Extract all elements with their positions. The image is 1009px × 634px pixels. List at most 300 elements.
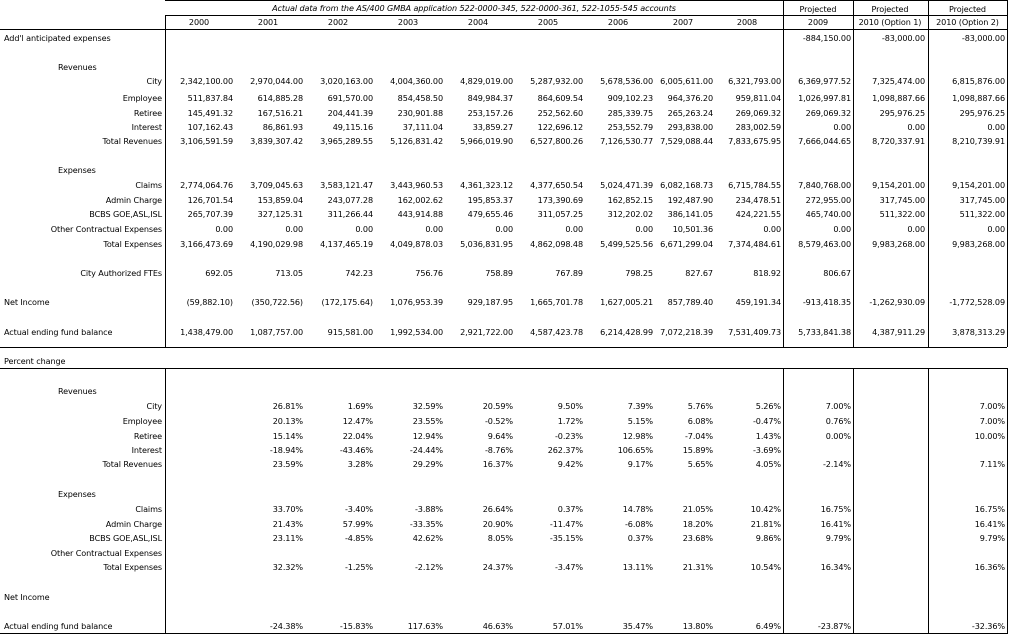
value-net_income: 459,191.34: [735, 297, 781, 307]
pct-bcbs: [153, 533, 233, 543]
value-ftes: 713.05: [275, 268, 303, 278]
pct-total_expenses: 16.36%: [974, 562, 1005, 572]
row-label-city: City: [146, 401, 162, 411]
value-admin: 272,955.00: [805, 195, 851, 205]
pct-ending: 35.47%: [622, 621, 653, 631]
value-admin: 126,701.54: [187, 195, 233, 205]
value-ending: 4,587,423.78: [530, 327, 583, 337]
row-label-addl: Add'l anticipated expenses: [4, 33, 111, 43]
pct-city: 7.00%: [825, 401, 851, 411]
row-label-interest: Interest: [131, 122, 162, 132]
value-admin: 317,745.00: [879, 195, 925, 205]
pct-bcbs: -35.15%: [549, 533, 583, 543]
value-addl: [153, 33, 233, 43]
pct-interest: -43.46%: [339, 445, 373, 455]
pct-admin: 57.99%: [342, 519, 373, 529]
value-ftes: [925, 268, 1005, 278]
pct-ending: -24.38%: [269, 621, 303, 631]
value-interest: 49,115.16: [332, 122, 373, 132]
row-label-retiree: Retiree: [133, 431, 162, 441]
pct-other: [293, 548, 373, 558]
value-net_income: 857,789.40: [667, 297, 713, 307]
value-total_revenues: 7,666,044.65: [798, 136, 851, 146]
value-other: 10,501.36: [672, 224, 713, 234]
pct-city: [153, 401, 233, 411]
value-city: 6,005,611.00: [660, 76, 713, 86]
pct-ending: [153, 621, 233, 631]
value-city: 6,321,793.00: [728, 76, 781, 86]
pct-interest: [153, 445, 233, 455]
value-employee: 964,376.20: [667, 93, 713, 103]
value-net_income: -1,262,930.09: [869, 297, 925, 307]
value-interest: 37,111.04: [402, 122, 443, 132]
pct-bcbs: 23.68%: [682, 533, 713, 543]
value-other: 0.00: [285, 224, 303, 234]
value-total_expenses: 9,983,268.00: [872, 239, 925, 249]
value-total_revenues: 5,126,831.42: [390, 136, 443, 146]
value-employee: 614,885.28: [257, 93, 303, 103]
pct-claims: 0.37%: [557, 504, 583, 514]
value-employee: 511,837.84: [187, 93, 233, 103]
pct-claims: 16.75%: [820, 504, 851, 514]
year-header: 2007: [672, 17, 694, 27]
value-addl: [503, 33, 583, 43]
pct-total_revenues: 29.29%: [412, 459, 443, 469]
value-city: 5,678,536.00: [600, 76, 653, 86]
pct-total_revenues: 3.28%: [347, 459, 373, 469]
value-retiree: 295,976.25: [879, 108, 925, 118]
row-label-ftes: City Authorized FTEs: [80, 268, 162, 278]
value-city: 7,325,474.00: [872, 76, 925, 86]
pct-other: [363, 548, 443, 558]
pct-employee: 0.76%: [825, 416, 851, 426]
pct-total_expenses: 21.31%: [682, 562, 713, 572]
pct-claims: [845, 504, 925, 514]
value-ftes: 818.92: [753, 268, 781, 278]
pct-interest: [925, 445, 1005, 455]
value-city: 5,287,932.00: [530, 76, 583, 86]
pct-bcbs: 8.05%: [487, 533, 513, 543]
year-header: 2001: [257, 17, 279, 27]
value-admin: 195,853.37: [467, 195, 513, 205]
value-admin: 162,002.62: [397, 195, 443, 205]
pct-total_expenses: -1.25%: [344, 562, 373, 572]
pct-bcbs: 42.62%: [412, 533, 443, 543]
value-bcbs: 424,221.55: [735, 209, 781, 219]
pct-admin: 21.81%: [750, 519, 781, 529]
pct-total_revenues: 5.65%: [687, 459, 713, 469]
pct-ending: 46.63%: [482, 621, 513, 631]
value-total_revenues: 8,210,739.91: [952, 136, 1005, 146]
pct-admin: 18.20%: [682, 519, 713, 529]
value-addl: [701, 33, 781, 43]
value-other: 0.00: [907, 224, 925, 234]
value-ending: 1,087,757.00: [250, 327, 303, 337]
value-ending: 5,733,841.38: [798, 327, 851, 337]
pct-bcbs: 0.37%: [627, 533, 653, 543]
grid-vline: [853, 0, 854, 347]
value-bcbs: 312,202.02: [607, 209, 653, 219]
row-label-ending: Actual ending fund balance: [4, 621, 113, 631]
pct-interest: -18.94%: [269, 445, 303, 455]
projected-header-line1: Projected: [871, 4, 909, 14]
year-header: 2005: [537, 17, 559, 27]
pct-other: [503, 548, 583, 558]
pct-ending: 57.01%: [552, 621, 583, 631]
value-ftes: 798.25: [625, 268, 653, 278]
value-addl: -884,150.00: [802, 33, 851, 43]
projected-header-line2: 2010 (Option 1): [858, 17, 922, 27]
pct-other: [701, 548, 781, 558]
value-admin: 153,859.04: [257, 195, 303, 205]
pct-total_revenues: 7.11%: [979, 459, 1005, 469]
pct-admin: -6.08%: [624, 519, 653, 529]
value-total_expenses: 7,374,484.61: [728, 239, 781, 249]
value-total_expenses: 4,049,878.03: [390, 239, 443, 249]
value-total_expenses: 4,862,098.48: [530, 239, 583, 249]
value-bcbs: 465,740.00: [805, 209, 851, 219]
value-city: 6,815,876.00: [952, 76, 1005, 86]
value-ftes: 827.67: [685, 268, 713, 278]
pct-ending: -32.36%: [971, 621, 1005, 631]
value-ftes: 806.67: [823, 268, 851, 278]
pct-employee: -0.52%: [484, 416, 513, 426]
value-bcbs: 479,655.46: [467, 209, 513, 219]
projected-header-line1: Projected: [799, 4, 837, 14]
pct-bcbs: 9.86%: [755, 533, 781, 543]
row-label-employee: Employee: [122, 93, 162, 103]
pct-interest: -8.76%: [484, 445, 513, 455]
row-label-claims: Claims: [135, 504, 162, 514]
pct-city: [845, 401, 925, 411]
value-ending: 2,921,722.00: [460, 327, 513, 337]
pct-claims: 33.70%: [272, 504, 303, 514]
value-total_revenues: 3,106,591.59: [180, 136, 233, 146]
pct-bcbs: -4.85%: [344, 533, 373, 543]
value-ftes: 742.23: [345, 268, 373, 278]
row-label-expenses: Expenses: [58, 489, 96, 499]
value-city: 6,369,977.52: [798, 76, 851, 86]
value-ftes: 692.05: [205, 268, 233, 278]
value-bcbs: 511,322.00: [959, 209, 1005, 219]
row-label-net_income: Net Income: [4, 297, 50, 307]
pct-total_revenues: 9.42%: [557, 459, 583, 469]
grid-vline: [783, 0, 784, 347]
value-admin: 234,478.51: [735, 195, 781, 205]
value-total_expenses: 4,190,029.98: [250, 239, 303, 249]
year-header: 2008: [736, 17, 758, 27]
pct-city: 5.26%: [755, 401, 781, 411]
pct-employee: 7.00%: [979, 416, 1005, 426]
projected-header-line2: 2010 (Option 2): [936, 17, 999, 27]
value-admin: 192,487.90: [667, 195, 713, 205]
pct-retiree: 12.94%: [412, 431, 443, 441]
grid-hline: [165, 15, 1007, 16]
value-other: 0.00: [355, 224, 373, 234]
value-claims: 6,715,784.55: [728, 180, 781, 190]
pct-total_expenses: 32.32%: [272, 562, 303, 572]
value-total_revenues: 7,126,530.77: [600, 136, 653, 146]
value-total_revenues: 5,966,019.90: [460, 136, 513, 146]
value-total_expenses: 8,579,463.00: [798, 239, 851, 249]
value-total_revenues: 6,527,800.26: [530, 136, 583, 146]
row-label-bcbs: BCBS GOE,ASL,ISL: [89, 209, 162, 219]
value-claims: 3,709,045.63: [250, 180, 303, 190]
pct-other: [433, 548, 513, 558]
pct-employee: -0.47%: [752, 416, 781, 426]
value-city: 3,020,163.00: [320, 76, 373, 86]
value-interest: 253,552.79: [607, 122, 653, 132]
value-net_income: 1,665,701.78: [530, 297, 583, 307]
value-retiree: 204,441.39: [327, 108, 373, 118]
pct-employee: 12.47%: [342, 416, 373, 426]
grid-hline: [165, 368, 1007, 369]
value-retiree: 145,491.32: [187, 108, 233, 118]
value-admin: 317,745.00: [959, 195, 1005, 205]
value-net_income: 1,076,953.39: [390, 297, 443, 307]
row-label-total_revenues: Total Revenues: [102, 459, 162, 469]
grid-hline: [0, 29, 1007, 30]
value-ftes: 758.89: [485, 268, 513, 278]
value-employee: 1,098,887.66: [872, 93, 925, 103]
pct-admin: -11.47%: [549, 519, 583, 529]
pct-employee: 23.55%: [412, 416, 443, 426]
value-claims: 7,840,768.00: [798, 180, 851, 190]
value-other: 0.00: [425, 224, 443, 234]
value-ending: 915,581.00: [327, 327, 373, 337]
value-interest: 0.00: [907, 122, 925, 132]
pct-ending: -23.87%: [817, 621, 851, 631]
pct-retiree: 15.14%: [272, 431, 303, 441]
value-employee: 909,102.23: [607, 93, 653, 103]
row-label-other: Other Contractual Expenses: [50, 548, 162, 558]
value-retiree: 265,263.24: [667, 108, 713, 118]
pct-bcbs: 23.11%: [272, 533, 303, 543]
value-claims: 5,024,471.39: [600, 180, 653, 190]
pct-city: 5.76%: [687, 401, 713, 411]
pct-employee: 6.08%: [687, 416, 713, 426]
value-interest: 122,696.12: [537, 122, 583, 132]
pct-admin: 16.41%: [820, 519, 851, 529]
pct-ending: 13.80%: [682, 621, 713, 631]
pct-city: 1.69%: [347, 401, 373, 411]
value-employee: 849,984.37: [467, 93, 513, 103]
year-header: 2004: [467, 17, 489, 27]
value-addl: [433, 33, 513, 43]
value-retiree: 269,069.32: [805, 108, 851, 118]
pct-retiree: [153, 431, 233, 441]
pct-total_expenses: [845, 562, 925, 572]
value-retiree: 295,976.25: [959, 108, 1005, 118]
year-header: 2000: [188, 17, 210, 27]
pct-ending: 117.63%: [407, 621, 443, 631]
pct-bcbs: 9.79%: [979, 533, 1005, 543]
value-interest: 0.00: [987, 122, 1005, 132]
value-employee: 959,811.04: [735, 93, 781, 103]
pct-claims: 10.42%: [750, 504, 781, 514]
pct-employee: [845, 416, 925, 426]
value-admin: 243,077.28: [327, 195, 373, 205]
row-label-retiree: Retiree: [133, 108, 162, 118]
value-net_income: (172,175.64): [321, 297, 373, 307]
pct-city: 32.59%: [412, 401, 443, 411]
value-total_revenues: 8,720,337.91: [872, 136, 925, 146]
pct-other: [845, 548, 925, 558]
row-label-city: City: [146, 76, 162, 86]
pct-total_revenues: [845, 459, 925, 469]
row-label-interest: Interest: [131, 445, 162, 455]
value-bcbs: 327,125.31: [257, 209, 303, 219]
row-label-net_income: Net Income: [4, 592, 50, 602]
value-total_revenues: 7,833,675.95: [728, 136, 781, 146]
value-total_revenues: 3,965,289.55: [320, 136, 373, 146]
value-employee: 691,570.00: [327, 93, 373, 103]
value-ending: 7,072,218.39: [660, 327, 713, 337]
value-bcbs: 443,914.88: [397, 209, 443, 219]
pct-total_revenues: 23.59%: [272, 459, 303, 469]
pct-retiree: 12.98%: [622, 431, 653, 441]
pct-interest: 106.65%: [617, 445, 653, 455]
value-other: 0.00: [763, 224, 781, 234]
value-other: 0.00: [635, 224, 653, 234]
value-city: 4,829,019.00: [460, 76, 513, 86]
grid-vline: [1007, 0, 1008, 347]
value-net_income: -1,772,528.09: [949, 297, 1005, 307]
pct-city: 26.81%: [272, 401, 303, 411]
pct-total_revenues: [153, 459, 233, 469]
year-header: 2002: [327, 17, 349, 27]
value-claims: 4,361,323.12: [460, 180, 513, 190]
value-claims: 3,583,121.47: [320, 180, 373, 190]
value-interest: 293,838.00: [667, 122, 713, 132]
pct-total_revenues: -2.14%: [822, 459, 851, 469]
pct-other: [153, 548, 233, 558]
pct-interest: 15.89%: [682, 445, 713, 455]
grid-hline: [0, 347, 1007, 348]
value-interest: 283,002.59: [735, 122, 781, 132]
value-bcbs: 311,266.44: [327, 209, 373, 219]
grid-vline: [1007, 368, 1008, 634]
value-city: 2,970,044.00: [250, 76, 303, 86]
value-addl: -83,000.00: [881, 33, 925, 43]
row-label-total_expenses: Total Expenses: [103, 239, 162, 249]
value-claims: 9,154,201.00: [952, 180, 1005, 190]
pct-total_expenses: 16.34%: [820, 562, 851, 572]
pct-retiree: [845, 431, 925, 441]
pct-retiree: 10.00%: [974, 431, 1005, 441]
pct-city: 20.59%: [482, 401, 513, 411]
row-label-admin: Admin Charge: [105, 195, 162, 205]
pct-retiree: 1.43%: [755, 431, 781, 441]
value-total_revenues: 7,529,088.44: [660, 136, 713, 146]
value-net_income: -913,418.35: [802, 297, 851, 307]
pct-city: 7.39%: [627, 401, 653, 411]
value-ftes: 756.76: [415, 268, 443, 278]
row-label-total_expenses: Total Expenses: [103, 562, 162, 572]
row-label-percent_change: Percent change: [4, 356, 66, 366]
value-total_expenses: 3,166,473.69: [180, 239, 233, 249]
row-label-revenues: Revenues: [58, 62, 97, 72]
value-claims: 9,154,201.00: [872, 180, 925, 190]
pct-employee: [153, 416, 233, 426]
value-ending: 3,878,313.29: [952, 327, 1005, 337]
value-addl: [293, 33, 373, 43]
pct-total_expenses: [153, 562, 233, 572]
pct-admin: [153, 519, 233, 529]
value-bcbs: 265,707.39: [187, 209, 233, 219]
pct-total_expenses: 13.11%: [622, 562, 653, 572]
value-other: 0.00: [833, 224, 851, 234]
projected-header-line1: Projected: [949, 4, 986, 14]
year-header: 2006: [607, 17, 629, 27]
pct-total_expenses: -2.12%: [414, 562, 443, 572]
pct-retiree: 0.00%: [825, 431, 851, 441]
projected-header-line2: 2009: [807, 17, 829, 27]
pct-admin: 20.90%: [482, 519, 513, 529]
pct-bcbs: [845, 533, 925, 543]
row-label-total_revenues: Total Revenues: [102, 136, 162, 146]
value-interest: 33,859.27: [472, 122, 513, 132]
value-retiree: 285,339.75: [607, 108, 653, 118]
value-ending: 1,992,534.00: [390, 327, 443, 337]
value-net_income: (350,722.56): [251, 297, 303, 307]
pct-total_expenses: 10.54%: [750, 562, 781, 572]
value-retiree: 269,069.32: [735, 108, 781, 118]
pct-claims: -3.88%: [414, 504, 443, 514]
pct-interest: 262.37%: [547, 445, 583, 455]
row-label-other: Other Contractual Expenses: [50, 224, 162, 234]
value-other: 0.00: [495, 224, 513, 234]
value-bcbs: 311,057.25: [537, 209, 583, 219]
value-total_expenses: 9,983,268.00: [952, 239, 1005, 249]
value-retiree: 252,562.60: [537, 108, 583, 118]
value-ending: 7,531,409.73: [728, 327, 781, 337]
row-label-revenues: Revenues: [58, 386, 97, 396]
pct-ending: 6.49%: [755, 621, 781, 631]
value-claims: 4,377,650.54: [530, 180, 583, 190]
pct-employee: 20.13%: [272, 416, 303, 426]
value-ftes: 767.89: [555, 268, 583, 278]
pct-claims: [153, 504, 233, 514]
pct-employee: 1.72%: [557, 416, 583, 426]
pct-total_expenses: 24.37%: [482, 562, 513, 572]
value-admin: 173,390.69: [537, 195, 583, 205]
row-label-expenses: Expenses: [58, 165, 96, 175]
value-addl: [363, 33, 443, 43]
pct-interest: [845, 445, 925, 455]
value-ftes: [845, 268, 925, 278]
value-other: 0.00: [987, 224, 1005, 234]
pct-retiree: 9.64%: [487, 431, 513, 441]
value-employee: 854,458.50: [397, 93, 443, 103]
year-header: 2003: [397, 17, 419, 27]
pct-total_revenues: 4.05%: [755, 459, 781, 469]
pct-total_revenues: 16.37%: [482, 459, 513, 469]
pct-city: 7.00%: [979, 401, 1005, 411]
value-total_revenues: 3,839,307.42: [250, 136, 303, 146]
pct-other: [223, 548, 303, 558]
pct-claims: -3.40%: [344, 504, 373, 514]
pct-retiree: 22.04%: [342, 431, 373, 441]
row-label-claims: Claims: [135, 180, 162, 190]
row-label-bcbs: BCBS GOE,ASL,ISL: [89, 533, 162, 543]
value-retiree: 253,157.26: [467, 108, 513, 118]
pct-interest: [771, 445, 851, 455]
value-city: 2,342,100.00: [180, 76, 233, 86]
value-employee: 1,098,887.66: [952, 93, 1005, 103]
value-total_expenses: 5,036,831.95: [460, 239, 513, 249]
value-net_income: (59,882.10): [186, 297, 233, 307]
